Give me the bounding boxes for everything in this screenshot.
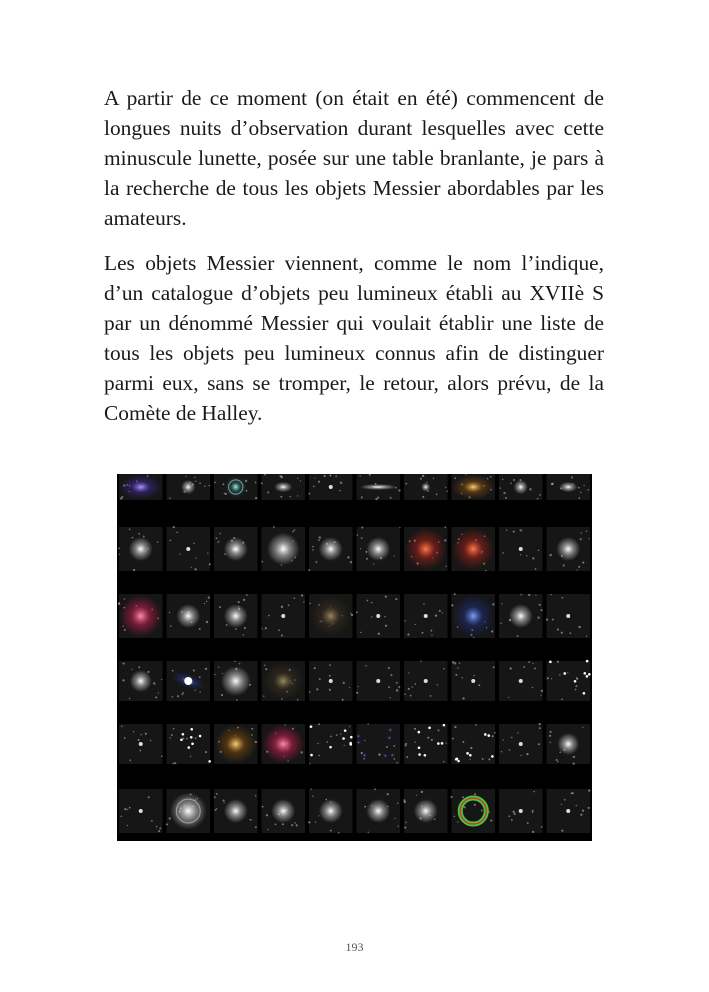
thumbnail-faint — [499, 789, 543, 833]
thumbnail-cluster — [357, 788, 401, 833]
thumbnail-starfield — [309, 723, 353, 764]
thumbnail-nebula-brown — [309, 594, 353, 638]
thumbnail-cluster-small — [404, 474, 448, 500]
thumbnail-nebula-dim — [262, 661, 306, 701]
thumbnail-nebula-gold — [452, 474, 496, 500]
thumbnail-faint — [308, 474, 352, 500]
thumbnail-cluster-bright — [214, 661, 258, 701]
thumbnail-faint — [119, 789, 163, 833]
thumbnail-cluster — [118, 527, 162, 571]
thumbnail-cluster — [167, 594, 211, 638]
thumbnail-faint — [356, 594, 400, 638]
thumbnail-starfield — [452, 724, 496, 764]
thumbnail-faint — [547, 789, 591, 833]
thumbnail-faint — [546, 594, 590, 638]
thumbnail-faint — [499, 527, 543, 571]
thumbnail-galaxy-edge-on — [357, 474, 401, 500]
thumbnail-faint — [309, 661, 353, 701]
paragraph-2: Les objets Messier viennent, comme le nom l’indique, d’un catalogue d’objets peu lumineux établi au XVIIè S par un dénommé Messier qui voulait établir une liste de tous les objets peu lumineux connus afin de distinguer parmi eux, sans se tromper, le retour, alors prévu, de la Comète de Halley. — [104, 251, 604, 425]
thumbnail-nebula-purple — [119, 474, 163, 500]
thumbnail-faint — [119, 724, 163, 764]
thumbnail-galaxy-spiral-teal — [214, 474, 258, 500]
thumbnail-cluster-bright — [261, 526, 305, 571]
thumbnail-faint — [356, 661, 400, 701]
messier-montage-image — [117, 474, 592, 841]
thumbnail-cluster — [119, 661, 163, 701]
thumbnail-faint — [404, 661, 448, 701]
thumbnail-cluster — [308, 788, 352, 833]
thumbnail-cluster — [262, 789, 306, 833]
thumbnail-nebula-orion — [262, 724, 306, 764]
thumbnail-ring-nebula — [450, 789, 495, 833]
thumbnail-nebula-orange — [214, 724, 258, 764]
thumbnail-starfield — [167, 724, 211, 764]
thumbnail-galaxy — [261, 474, 305, 500]
thumbnail-cluster — [167, 474, 211, 500]
thumbnail-galaxy-whirlpool — [166, 789, 210, 833]
thumbnail-faint — [452, 661, 496, 701]
thumbnail-starfield — [547, 660, 591, 701]
thumbnail-cluster — [214, 527, 258, 571]
thumbnail-galaxy-faint — [547, 474, 591, 500]
thumbnail-nebula-pink — [118, 594, 163, 638]
thumbnail-cluster — [499, 474, 543, 500]
thumbnail-cluster — [308, 527, 352, 571]
thumbnail-cluster — [214, 789, 258, 833]
thumbnail-cluster — [547, 724, 591, 765]
messier-objects-montage — [117, 474, 592, 841]
thumbnail-faint — [262, 594, 306, 638]
thumbnail-nebula-red — [404, 526, 448, 571]
thumbnail-faint — [404, 594, 448, 638]
thumbnail-cluster — [499, 594, 543, 638]
thumbnail-faint — [499, 723, 543, 764]
thumbnail-nebula-blue — [451, 593, 495, 638]
thumbnail-cluster — [357, 527, 401, 571]
thumbnail-cluster — [403, 789, 447, 833]
thumbnail-cluster — [214, 594, 258, 638]
thumbnail-starfield — [404, 724, 448, 764]
thumbnail-pleiades — [356, 723, 400, 764]
thumbnail-nebula-red — [452, 527, 496, 571]
thumbnail-faint — [167, 526, 211, 571]
thumbnail-galaxy-andromeda — [167, 661, 211, 701]
thumbnail-faint — [499, 661, 543, 701]
paragraph-1: A partir de ce moment (on était en été) commencent de longues nuits d’observation durant lesquelles avec cette minuscule lunette, posée sur une table branlante, je pars à la recherche de tous les objets Messier abordables par les amateurs. — [104, 86, 604, 230]
page-number: 193 — [345, 940, 364, 954]
thumbnail-cluster — [547, 527, 591, 571]
